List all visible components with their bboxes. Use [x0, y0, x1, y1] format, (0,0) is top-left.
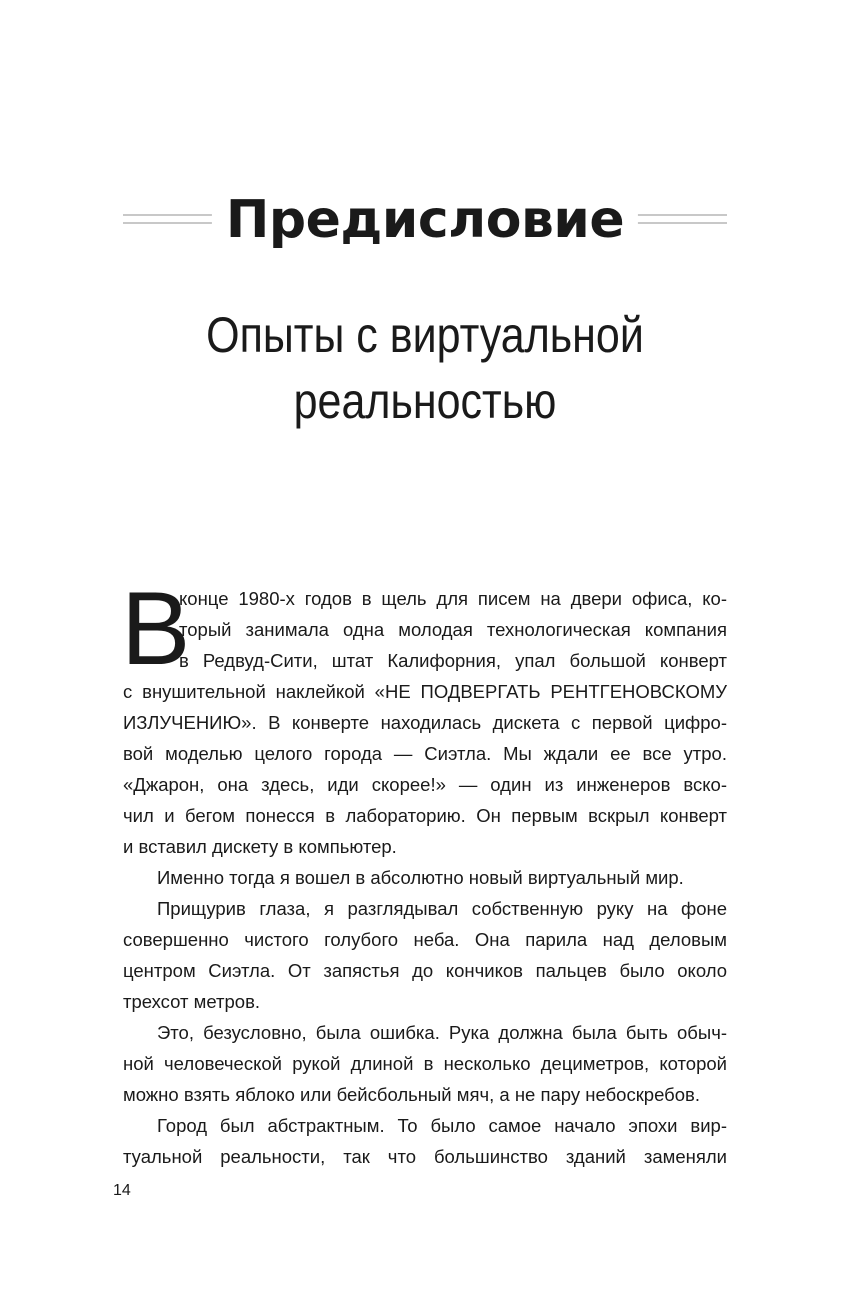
body-line: конце 1980-х годов в щель для писем на двери офиса, ко-	[179, 588, 727, 609]
body-line: Город был абстрактным. То было самое начало эпохи вир-	[157, 1115, 727, 1136]
body-line: Прищурив глаза, я разглядывал собственную руку на фоне	[157, 898, 727, 919]
body-line: чил и бегом понесся в лабораторию. Он первым вскрыл конверт	[123, 805, 727, 826]
body-line: Это, безусловно, была ошибка. Рука должна была быть обыч-	[157, 1022, 727, 1043]
drop-cap: В	[121, 571, 191, 687]
body-line: торый занимала одна молодая технологическая компания	[179, 619, 727, 640]
body-line: трехсот метров.	[123, 991, 261, 1012]
page-number: 14	[113, 1182, 131, 1199]
body-line: Именно тогда я вошел в абсолютно новый виртуальный мир.	[157, 867, 684, 888]
body-line: с внушительной наклейкой «НЕ ПОДВЕРГАТЬ РЕНТГЕНОВСКОМУ	[123, 681, 727, 702]
body-line: можно взять яблоко или бейсбольный мяч, а не пару небоскребов.	[123, 1084, 701, 1105]
body-line: в Редвуд-Сити, штат Калифорния, упал большой конверт	[179, 650, 727, 671]
body-line: «Джарон, она здесь, иди скорее!» — один из инженеров вско-	[123, 774, 727, 795]
body-line: и вставил дискету в компьютер.	[123, 836, 397, 857]
chapter-subtitle	[165, 302, 684, 434]
body-line: ной человеческой рукой длиной в несколько дециметров, которой	[123, 1053, 727, 1074]
body-line: туальной реальности, так что большинство зданий заменяли	[123, 1146, 727, 1167]
body-text	[121, 571, 727, 1172]
body-line: вой моделью целого города — Сиэтла. Мы ждали ее все утро.	[123, 743, 727, 764]
chapter-heading	[123, 188, 727, 258]
subtitle-line-2: реальностью	[293, 373, 557, 429]
body-line: центром Сиэтла. От запястья до кончиков пальцев было около	[123, 960, 727, 981]
subtitle-line-1: Опыты с виртуальной	[206, 307, 644, 363]
body-line: совершенно чистого голубого неба. Она парила над деловым	[123, 929, 727, 950]
chapter-title: Предисловие	[212, 188, 638, 252]
body-line: ИЗЛУЧЕНИЮ». В конверте находилась дискета с первой цифро-	[123, 712, 727, 733]
